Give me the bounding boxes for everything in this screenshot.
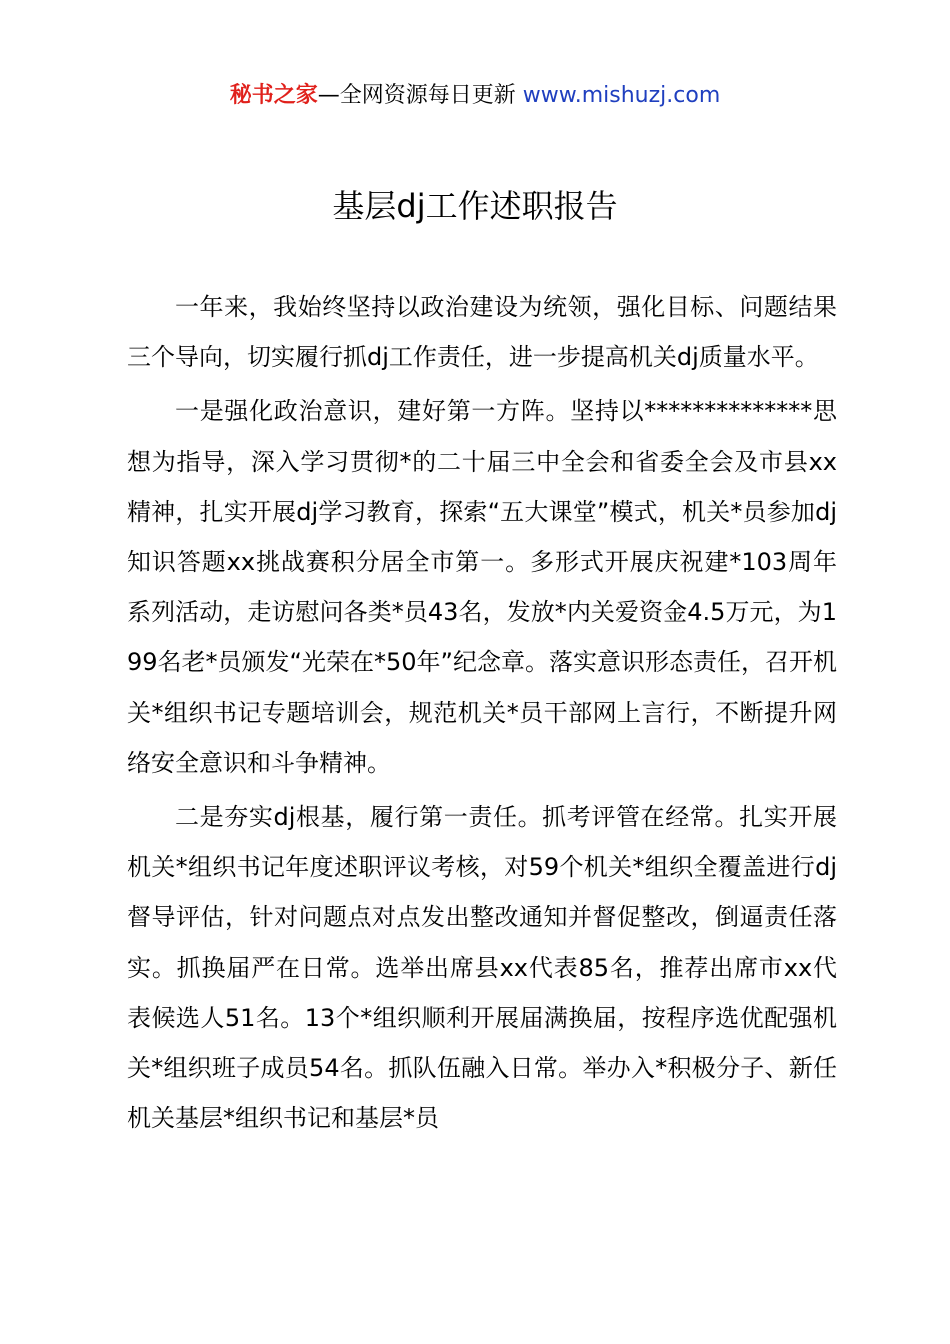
header-tagline: —全网资源每日更新 [317,83,516,108]
document-title: 基层dj工作述职报告 [332,187,618,225]
brand-name: 秘书之家 [229,83,318,108]
paragraph-foundation: 二是夯实dj根基，履行第一责任。抓考评管在经常。扎实开展机关*组织书记年度述职评议考核，对59个机关*组织全覆盖进行dj督导评估，针对问题点对点发出整改通知并督促整改，倒逼责任落实。抓换届严在日常。选举出席县xx代表85名，推荐出席市xx代表候选人51名。13个*组织顺利开展届满换届，按程序选优配强机关*组织班子成员54名。抓队伍融入日常。举办入*积极分子、新任机关基层*组织书记和基层*员 [127,803,837,1133]
page-header [0,80,950,112]
document-body [127,282,837,1147]
site-url-link[interactable]: www.mishuzj.com [522,83,721,108]
paragraph-political-awareness: 一是强化政治意识，建好第一方阵。坚持以**************思想为指导，深入学习贯彻*的二十届三中全会和省委全会及市县xx精神，扎实开展dj学习教育，探索“五大课堂”模式，机关*员参加dj知识答题xx挑战赛积分居全市第一。多形式开展庆祝建*103周年系列活动，走访慰问各类*员43名，发放*内关爱资金4.5万元，为199名老*员颁发“光荣在*50年”纪念章。落实意识形态责任，召开机关*组织书记专题培训会，规范机关*员干部网上言行，不断提升网络安全意识和斗争精神。 [127,397,837,777]
paragraph-intro: 一年来，我始终坚持以政治建设为统领，强化目标、问题结果三个导向，切实履行抓dj工作责任，进一步提高机关dj质量水平。 [127,293,837,372]
